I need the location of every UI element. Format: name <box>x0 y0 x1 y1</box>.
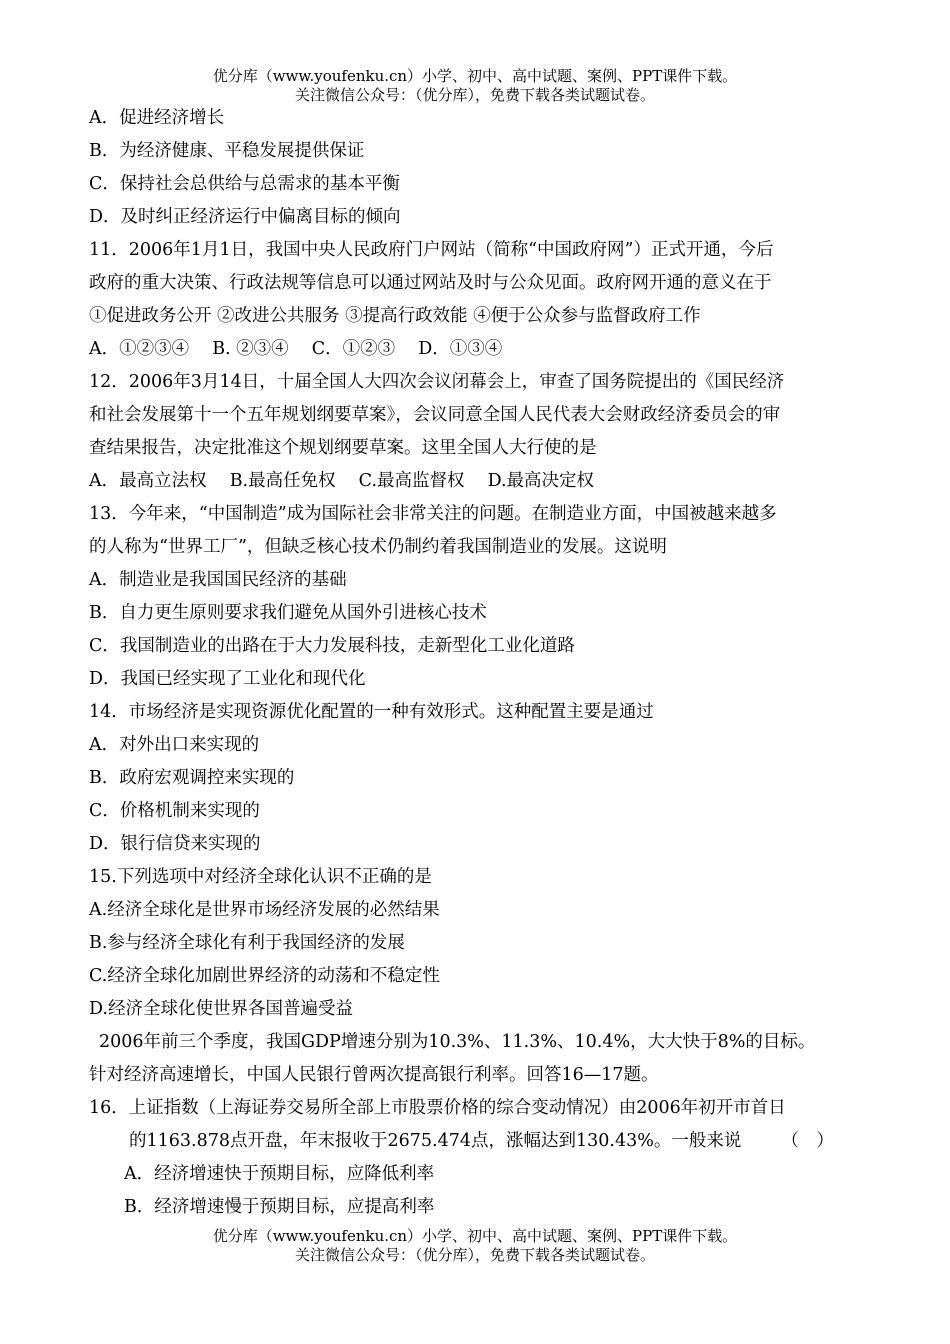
q12-stem-line-2: 和社会发展第十一个五年规划纲要草案》，会议同意全国人民代表大会财政经济委员会的审 <box>89 405 781 425</box>
q14-option-a: A．对外出口来实现的 <box>89 735 260 755</box>
footer-line-1: 优分库（www.youfenku.cn）小学、初中、高中试题、案例、PPT课件下载。 <box>212 1227 738 1245</box>
q14-option-b: B．政府宏观调控来实现的 <box>89 768 295 788</box>
q13-option-d: D．我国已经实现了工业化和现代化 <box>89 669 366 689</box>
q16-option-b: B．经济增速慢于预期目标，应提高利率 <box>124 1197 435 1217</box>
question-15 <box>89 861 869 1026</box>
q11-stem-line-1: 11．2006年1月1日，我国中央人民政府门户网站（简称“中国政府网”）正式开通，今后 <box>89 240 774 260</box>
q10-option-d: D．及时纠正经济运行中偏离目标的倾向 <box>89 207 401 227</box>
page-header <box>0 67 950 105</box>
header-line-2: 关注微信公众号：（优分库），免费下载各类试题试卷。 <box>294 86 655 104</box>
q15-option-c: C.经济全球化加剧世界经济的动荡和不稳定性 <box>89 966 440 986</box>
document-body <box>89 102 869 1224</box>
page-footer <box>0 1227 950 1265</box>
q13-stem-line-2: 的人称为“世界工厂”，但缺乏核心技术仍制约着我国制造业的发展。这说明 <box>89 537 667 557</box>
q15-stem: 15.下列选项中对经济全球化认识不正确的是 <box>89 867 432 887</box>
q12-stem-line-1: 12．2006年3月14日，十届全国人大四次会议闭幕会上，审查了国务院提出的《国民经济 <box>89 372 785 392</box>
q16-stem-line-1: 16．上证指数（上海证券交易所全部上市股票价格的综合变动情况）由2006年初开市首日 <box>89 1098 786 1118</box>
q15-option-d: D.经济全球化使世界各国普遍受益 <box>89 999 353 1019</box>
q13-option-a: A．制造业是我国国民经济的基础 <box>89 570 347 590</box>
q11-options: A．①②③④ B. ②③④ C．①②③ D．①③④ <box>89 339 503 359</box>
q12-options: A．最高立法权 B.最高任免权 C.最高监督权 D.最高决定权 <box>89 471 595 491</box>
q10-option-a: A．促进经济增长 <box>89 108 225 128</box>
q10-option-b: B．为经济健康、平稳发展提供保证 <box>89 141 365 161</box>
q16-stem-line-2 <box>89 1125 869 1158</box>
question-11 <box>89 234 869 366</box>
q11-stem-line-2: 政府的重大决策、行政法规等信息可以通过网站及时与公众见面。政府网开通的意义在于 <box>89 273 772 293</box>
q10-option-c: C．保持社会总供给与总需求的基本平衡 <box>89 174 400 194</box>
header-line-1: 优分库（www.youfenku.cn）小学、初中、高中试题、案例、PPT课件下载。 <box>212 67 738 85</box>
q15-option-a: A.经济全球化是世界市场经济发展的必然结果 <box>89 900 440 920</box>
q12-stem-line-3: 查结果报告，决定批准这个规划纲要草案。这里全国人大行使的是 <box>89 438 597 458</box>
answer-bracket: （ ） <box>781 1131 834 1151</box>
question-12 <box>89 366 869 498</box>
question-16 <box>89 1092 869 1224</box>
q14-option-c: C．价格机制来实现的 <box>89 801 260 821</box>
q13-stem-line-1: 13．今年来，“中国制造”成为国际社会非常关注的问题。在制造业方面，中国被越来越多 <box>89 504 777 524</box>
q13-option-c: C．我国制造业的出路在于大力发展科技，走新型化工业化道路 <box>89 636 575 656</box>
q16-option-a: A．经济增速快于预期目标，应降低利率 <box>124 1164 435 1184</box>
question-10-options <box>89 102 869 234</box>
question-14 <box>89 696 869 861</box>
reading-material <box>89 1026 869 1092</box>
question-13 <box>89 498 869 696</box>
material-line-2: 针对经济高速增长，中国人民银行曾两次提高银行利率。回答16—17题。 <box>89 1065 659 1085</box>
q13-option-b: B．自力更生原则要求我们避免从国外引进核心技术 <box>89 603 487 623</box>
footer-line-2: 关注微信公众号：（优分库），免费下载各类试题试卷。 <box>294 1246 655 1264</box>
q14-option-d: D．银行信贷来实现的 <box>89 834 261 854</box>
q14-stem: 14．市场经济是实现资源优化配置的一种有效形式。这种配置主要是通过 <box>89 702 654 722</box>
material-line-1: 2006年前三个季度，我国GDP增速分别为10.3%、11.3%、10.4%，大大快于8%的目标。 <box>99 1032 816 1052</box>
q11-stem-line-3: ①促进政务公开 ②改进公共服务 ③提高行政效能 ④便于公众参与监督政府工作 <box>89 306 701 326</box>
q15-option-b: B.参与经济全球化有利于我国经济的发展 <box>89 933 405 953</box>
q16-stem-line-2-text: 的1163.878点开盘，年末报收于2675.474点，涨幅达到130.43%。一般来说 <box>129 1131 742 1151</box>
